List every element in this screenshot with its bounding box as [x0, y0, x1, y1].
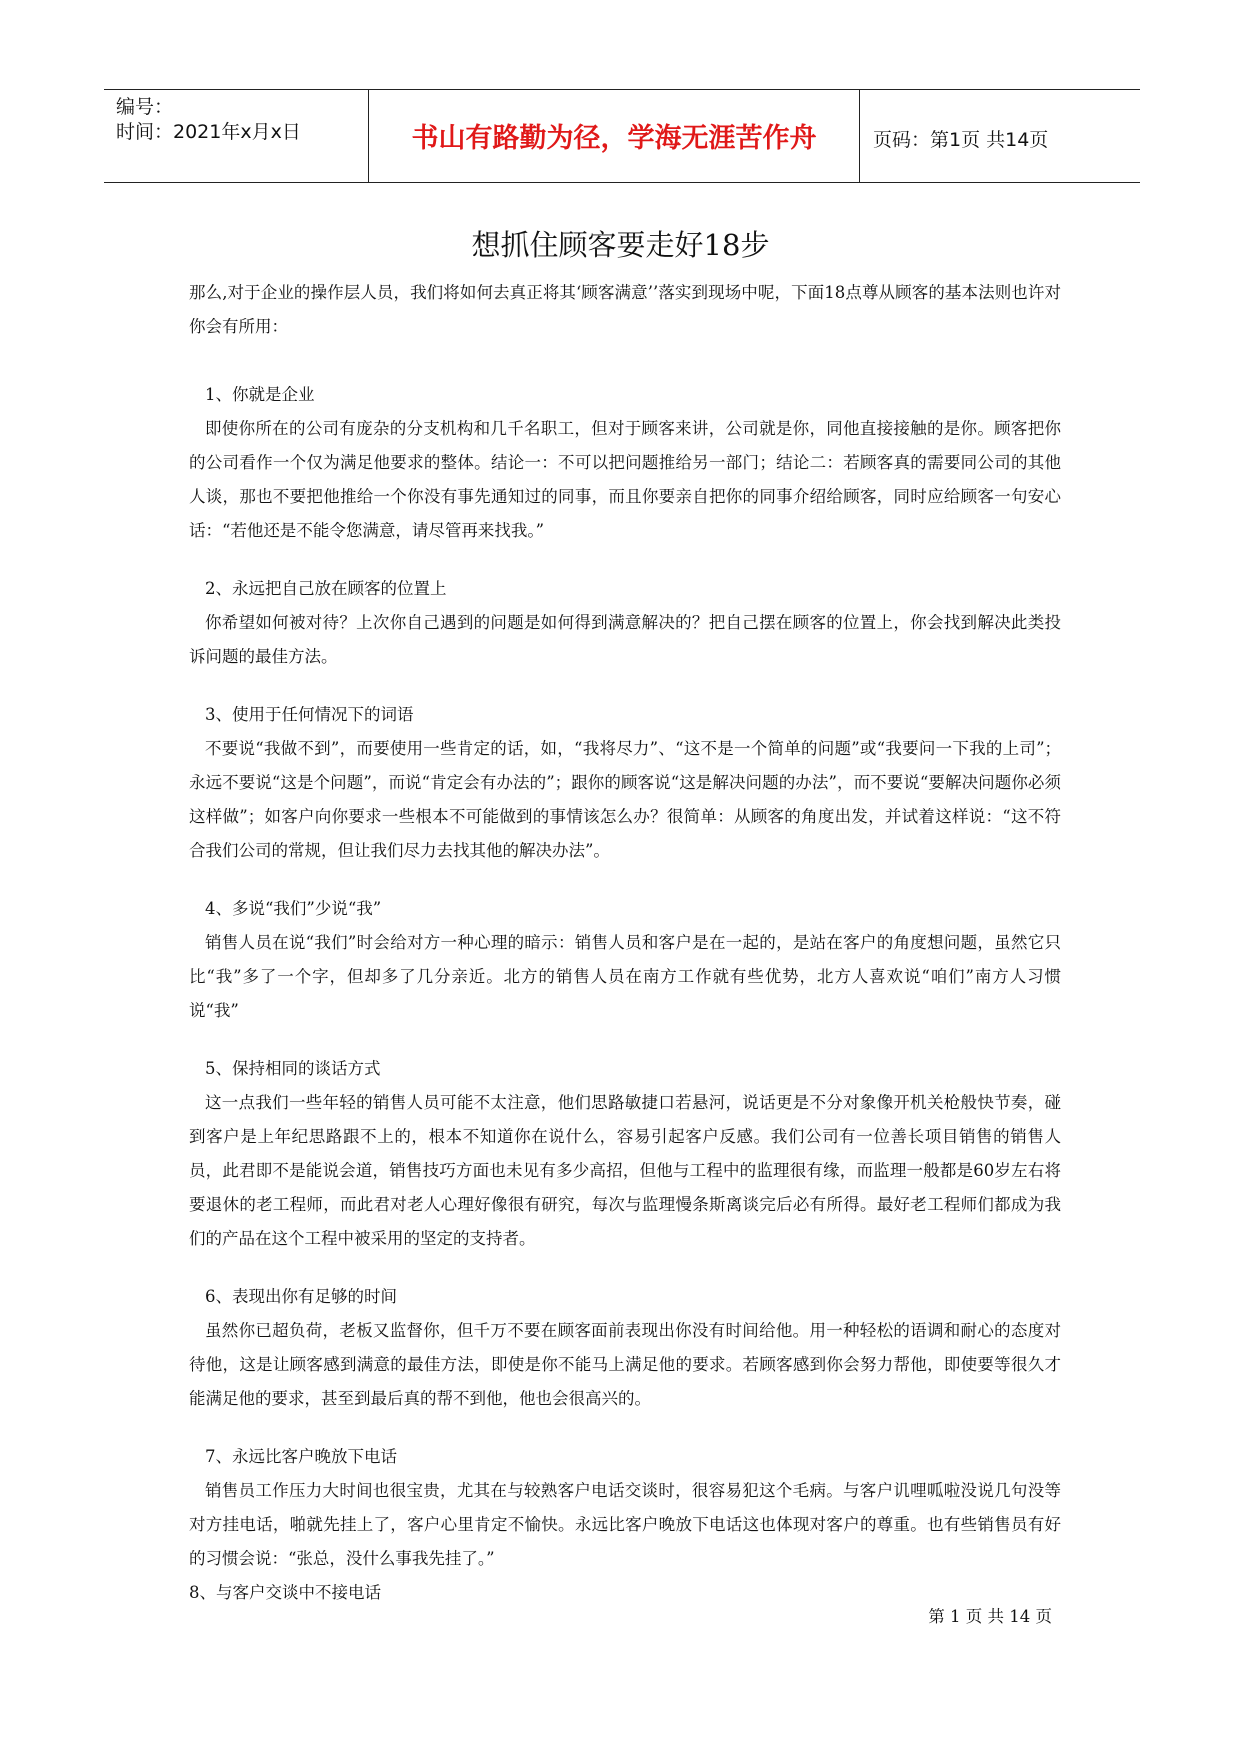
section-2	[189, 572, 1061, 674]
page-footer: 第 1 页 共 14 页	[928, 1607, 1052, 1626]
section-body: 这一点我们一些年轻的销售人员可能不太注意，他们思路敏捷口若悬河，说话更是不分对象像开机关枪般快节奏，碰到客户是上年纪思路跟不上的，根本不知道你在说什么，容易引起客户反感。我们公司有一位善长项目销售的销售人员，此君即不是能说会道，销售技巧方面也未见有多少高招，但他与工程中的监理很有缘，而监理一般都是60岁左右将要退休的老工程师，而此君对老人心理好像很有研究，每次与监理慢条斯离谈完后必有所得。最好老工程师们都成为我们的产品在这个工程中被采用的坚定的支持者。	[189, 1093, 1061, 1248]
document-title: 想抓住顾客要走好18步	[471, 228, 770, 262]
header-motto: 书山有路勤为径，学海无涯苦作舟	[411, 123, 817, 154]
section-3	[189, 698, 1061, 868]
document-body	[189, 276, 1061, 1610]
section-body: 你希望如何被对待？上次你自己遇到的问题是如何得到满意解决的？把自己摆在顾客的位置上，你会找到解决此类投诉问题的最佳方法。	[189, 613, 1061, 666]
section-heading: 5、保持相同的谈话方式	[205, 1059, 381, 1078]
section-heading: 7、永远比客户晚放下电话	[205, 1447, 397, 1466]
header-info-cell	[104, 90, 369, 182]
section-heading: 6、表现出你有足够的时间	[205, 1287, 397, 1306]
section-body: 销售人员在说“我们”时会给对方一种心理的暗示：销售人员和客户是在一起的，是站在客户的角度想问题，虽然它只比“我”多了一个字，但却多了几分亲近。北方的销售人员在南方工作就有些优势，北方人喜欢说“咱们”南方人习惯说“我”	[189, 933, 1061, 1020]
section-heading: 4、多说“我们”少说“我”	[205, 899, 382, 918]
section-body: 即使你所在的公司有庞杂的分支机构和几千名职工，但对于顾客来讲，公司就是你，同他直接接触的是你。顾客把你的公司看作一个仅为满足他要求的整体。结论一：不可以把问题推给另一部门；结论二：若顾客真的需要同公司的其他人谈，那也不要把他推给一个你没有事先通知过的同事，而且你要亲自把你的同事介绍给顾客，同时应给顾客一句安心话：“若他还是不能令您满意，请尽管再来找我。”	[189, 419, 1061, 540]
section-6	[189, 1280, 1061, 1416]
intro-paragraph: 那么,对于企业的操作层人员，我们将如何去真正将其‘顾客满意’’落实到现场中呢，下面18点尊从顾客的基本法则也许对你会有所用：	[189, 283, 1061, 336]
section-body: 虽然你已超负荷，老板又监督你，但千万不要在顾客面前表现出你没有时间给他。用一种轻松的语调和耐心的态度对待他，这是让顾客感到满意的最佳方法，即使是你不能马上满足他的要求。若顾客感到你会努力帮他，即使要等很久才能满足他的要求，甚至到最后真的帮不到他，他也会很高兴的。	[189, 1321, 1061, 1408]
section-heading: 8、与客户交谈中不接电话	[189, 1583, 381, 1602]
section-4	[189, 892, 1061, 1028]
document-time-label: 时间：2021年x月x日	[116, 121, 301, 143]
section-heading: 2、永远把自己放在顾客的位置上	[205, 579, 447, 598]
header-page-code: 页码：第1页 共14页	[873, 129, 1049, 151]
section-7	[189, 1440, 1061, 1576]
section-heading: 1、你就是企业	[205, 385, 315, 404]
header-motto-cell	[369, 90, 860, 182]
section-5	[189, 1052, 1061, 1256]
page-header	[104, 89, 1140, 183]
section-body: 不要说“我做不到”，而要使用一些肯定的话，如，“我将尽力”、“这不是一个简单的问题”或“我要问一下我的上司”；永远不要说“这是个问题”，而说“肯定会有办法的”；跟你的顾客说“这是解决问题的办法”，而不要说“要解决问题你必须这样做”；如客户向你要求一些根本不可能做到的事情该怎么办？很简单：从顾客的角度出发，并试着这样说：“这不符合我们公司的常规，但让我们尽力去找其他的解决办法”。	[189, 739, 1061, 860]
header-page-cell	[861, 90, 1140, 182]
document-number-label: 编号：	[116, 96, 174, 118]
section-heading: 3、使用于任何情况下的词语	[205, 705, 414, 724]
section-body: 销售员工作压力大时间也很宝贵，尤其在与较熟客户电话交谈时，很容易犯这个毛病。与客户讥哩呱啦没说几句没等对方挂电话，啪就先挂上了，客户心里肯定不愉快。永远比客户晚放下电话这也体现对客户的尊重。也有些销售员有好的习惯会说：“张总，没什么事我先挂了。”	[189, 1481, 1061, 1568]
section-1	[189, 378, 1061, 548]
